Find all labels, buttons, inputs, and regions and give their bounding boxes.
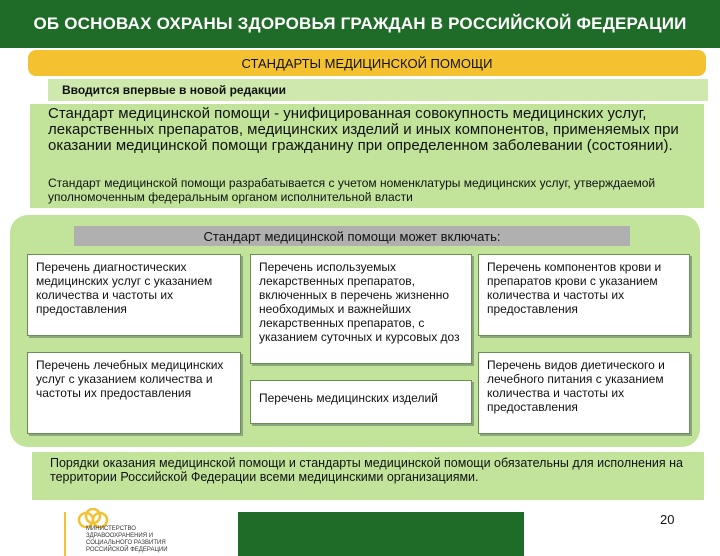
include-card-nutrition: Перечень видов диетического и лечебного питания с указанием количества и частоты их предоставления <box>478 352 690 434</box>
footer-text: Порядки оказания медицинской помощи и стандарты медицинской помощи обязательны для исполнения на территории Российской Федерации всеми медицинскими организациями. <box>50 456 683 484</box>
include-card-blood: Перечень компонентов крови и препаратов крови с указанием количества и частоты их предоставления <box>478 254 690 336</box>
includes-heading: Стандарт медицинской помощи может включать: <box>74 226 630 246</box>
include-card-treatment: Перечень лечебных медицинских услуг с указанием количества и частоты их предоставления <box>27 352 241 434</box>
ministry-logo-text: МИНИСТЕРСТВО ЗДРАВООХРАНЕНИЯ И СОЦИАЛЬНОГО РАЗВИТИЯ РОССИЙСКОЙ ФЕДЕРАЦИИ <box>86 526 168 553</box>
include-card-drugs: Перечень используемых лекарственных препаратов, включенных в перечень жизненно необходимых и важнейших лекарственных препаратов, с указанием суточных и курсовых доз <box>250 254 472 364</box>
include-card-devices: Перечень медицинских изделий <box>250 380 472 424</box>
section-subtitle: СТАНДАРТЫ МЕДИЦИНСКОЙ ПОМОЩИ <box>28 50 706 76</box>
page-title: ОБ ОСНОВАХ ОХРАНЫ ЗДОРОВЬЯ ГРАЖДАН В РОССИЙСКОЙ ФЕДЕРАЦИИ <box>0 0 720 48</box>
ministry-emblem-icon <box>76 508 110 528</box>
new-edition-label: Вводится впервые в новой редакции <box>48 79 708 101</box>
include-card-diagnostic: Перечень диагностических медицинских услуг с указанием количества и частоты их предоставления <box>27 254 241 336</box>
definition-text: Стандарт медицинской помощи - унифицированная совокупность медицинских услуг, лекарственных препаратов, медицинских изделий и иных компонентов, применяемых при оказании медицинской помощи гражданину при определенном заболевании (состоянии). <box>48 105 679 154</box>
logo-divider <box>64 512 66 556</box>
page-number: 20 <box>660 512 675 527</box>
definition-note: Стандарт медицинской помощи разрабатывается с учетом номенклатуры медицинских услуг, утверждаемой уполномоченным федеральным органом исполнительной власти <box>48 176 656 204</box>
footer-green-bar <box>238 512 524 556</box>
